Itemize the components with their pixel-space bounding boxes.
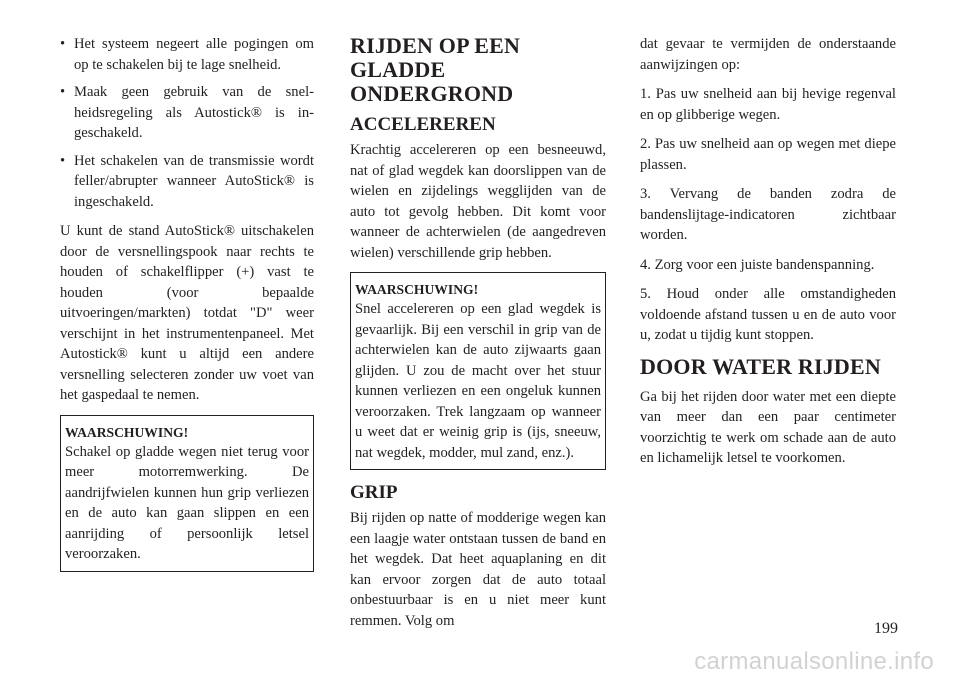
- warning-title: WAARSCHUWING!: [65, 424, 189, 440]
- left-column: [60, 34, 314, 584]
- page-number: 199: [874, 620, 898, 637]
- list-item: 2. Pas uw snelheid aan op wegen met diepe plassen.: [640, 136, 896, 173]
- grip-paragraph: Bij rijden op natte of modderige wegen kan een laagje water ontstaan tussen de band en het wegdek. Dat heet aquaplaning en dit kan ervoor zorgen dat de auto totaal onbestuurbaar is en u niet meer kunt remmen. Volg om: [350, 510, 606, 629]
- list-item: • Het systeem negeert alle pogingen om op te schakelen bij te lage snelheid.: [60, 34, 314, 75]
- list-item: • Maak geen gebruik van de snelheidsregeling als Autostick® is ingeschakeld.: [60, 82, 314, 144]
- watermark: carmanualsonline.info: [694, 648, 934, 675]
- accelereren-paragraph: Krachtig accelereren op een besneeuwd, nat of glad wegdek kan doorslippen van de wielen en zijdelings wegglijden van de auto tot gevolg hebben. Dit komt voor wanneer de achterwielen (de aangedreven wielen) verschillende grip hebben.: [350, 142, 606, 261]
- water-paragraph: Ga bij het rijden door water met een diepte van meer dan een paar centimeter voorzichtig te werk om schade aan de auto en lichamelijk letsel te voorkomen.: [640, 388, 896, 466]
- list-item: 1. Pas uw snelheid aan bij hevige regenval en op glibberige wegen.: [640, 86, 896, 123]
- section-heading-water: DOOR WATER RIJDEN: [640, 353, 881, 379]
- bullet-list: [60, 34, 314, 212]
- list-item: 3. Vervang de banden zodra de bandenslijtage-indicatoren zichtbaar worden.: [640, 186, 896, 243]
- list-item: • Het schakelen van de transmissie wordt feller/abrupter wanneer AutoStick® is ingeschakeld.: [60, 151, 314, 213]
- warning-box: [60, 415, 314, 572]
- middle-column: [350, 34, 606, 640]
- warning-title: WAARSCHUWING!: [355, 282, 479, 297]
- warning-text: Snel accelereren op een glad wegdek is gevaarlijk. Bij een verschil in grip van de achterwielen kan de auto zijwaarts gaan glijden. U zou de macht over het stuur kunnen verliezen en een ongeluk kunnen veroorzaken. Trek langzaam op wanneer u weet dat er weinig grip is (ijs, sneeuw, nat wegdek, modder, mul zand, enz.).: [355, 301, 601, 461]
- warning-box: [350, 272, 606, 470]
- continued-paragraph: dat gevaar te vermijden de onderstaande aanwijzingen op:: [640, 36, 896, 73]
- list-item: 5. Houd onder alle omstandigheden voldoende afstand tussen u en de auto voor u, zodat u tijdig kunt stoppen.: [640, 286, 896, 343]
- warning-text: Schakel op gladde wegen niet terug voor meer motorremwerking. De aandrijfwielen kunnen hun grip verliezen en de auto kan gaan slippen en een aanrijding of persoonlijk letsel veroorzaken.: [65, 443, 309, 562]
- subheading-accelereren: ACCELEREREN: [350, 114, 496, 135]
- right-column: [640, 34, 896, 478]
- subheading-grip: GRIP: [350, 482, 398, 503]
- autostick-paragraph: U kunt de stand AutoStick® uitschakelen door de versnellingspook naar rechts te houden of schakelflipper (+) vast te houden (voor bepaalde uitvoeringen/markten) totdat "D" weer verschijnt in het instrumentenpaneel. Met Autostick® kunt u altijd een andere versnelling selecteren zonder uw voet van het gaspedaal te nemen.: [60, 223, 314, 403]
- list-item: 4. Zorg voor een juiste bandenspanning.: [640, 256, 875, 273]
- section-heading: RIJDEN OP EEN GLADDE ONDERGROND: [350, 33, 521, 106]
